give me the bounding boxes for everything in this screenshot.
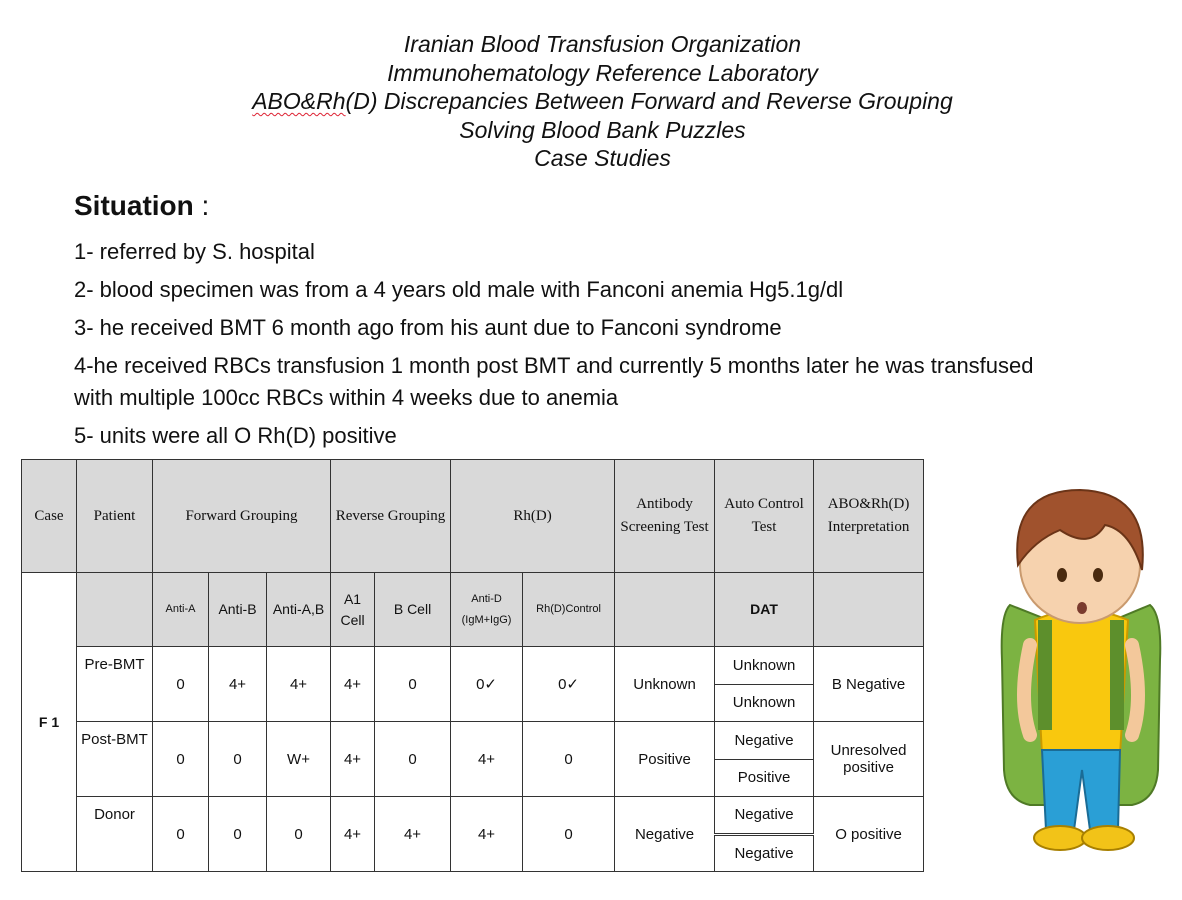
topic-title-rest: (D) Discrepancies Between Forward and Reverse Grouping	[345, 88, 953, 115]
col-header-forward-grouping: Forward Grouping	[153, 460, 331, 573]
cell-anti-b: 4+	[209, 647, 267, 722]
situation-colon: :	[193, 190, 210, 221]
cell-rh-control: 0	[523, 722, 615, 797]
cell-anti-ab: 0	[267, 797, 331, 872]
cell-antibody: Positive	[615, 722, 715, 797]
cell-b: 0	[375, 647, 451, 722]
sad-boy-with-backpack-illustration	[990, 470, 1170, 860]
col-header-reverse-grouping: Reverse Grouping	[331, 460, 451, 573]
cell-rh-control: 0	[523, 797, 615, 872]
cell-a1: 4+	[331, 797, 375, 872]
situation-item-1: 1- referred by S. hospital	[74, 239, 315, 264]
cell-antibody: Unknown	[615, 647, 715, 722]
col-header-patient: Patient	[77, 460, 153, 573]
cell-anti-d: 0✓	[451, 647, 523, 722]
cell-anti-b: 0	[209, 722, 267, 797]
subheader-anti-a: Anti-A	[153, 573, 209, 647]
cell-interpretation: O positive	[814, 797, 924, 872]
patient-label-post-bmt: Post-BMT	[77, 722, 153, 797]
situation-item-5: 5- units were all O Rh(D) positive	[74, 423, 397, 448]
col-header-auto-control: Auto Control Test	[715, 460, 814, 573]
case-studies-label: Case Studies	[534, 145, 671, 172]
cell-auto-1: Negative	[715, 797, 814, 835]
cell-anti-ab: W+	[267, 722, 331, 797]
cell-anti-a: 0	[153, 797, 209, 872]
col-header-case: Case	[22, 460, 77, 573]
cell-auto-2: Unknown	[715, 684, 814, 722]
col-header-interpretation: ABO&Rh(D) Interpretation	[814, 460, 924, 573]
situation-label: Situation	[74, 190, 194, 221]
patient-label-pre-bmt: Pre-BMT	[77, 647, 153, 722]
grouping-results-table	[21, 459, 924, 872]
cell-anti-d: 4+	[451, 797, 523, 872]
cell-auto-1: Unknown	[715, 647, 814, 685]
subheader-anti-b: Anti-B	[209, 573, 267, 647]
topic-title-abo: ABO&Rh	[252, 88, 346, 115]
org-name: Iranian Blood Transfusion Organization	[403, 31, 802, 57]
subtitle: Solving Blood Bank Puzzles	[459, 116, 746, 143]
table-subheader-row	[22, 573, 924, 647]
table-row-pre-bmt	[22, 647, 924, 685]
cell-a1: 4+	[331, 647, 375, 722]
cell-a1: 4+	[331, 722, 375, 797]
subheader-interp-empty	[814, 573, 924, 647]
cell-anti-ab: 4+	[267, 647, 331, 722]
col-header-antibody-screening: Antibody Screening Test	[615, 460, 715, 573]
cell-anti-b: 0	[209, 797, 267, 872]
col-header-rhd: Rh(D)	[451, 460, 615, 573]
situation-item-3: 3- he received BMT 6 month ago from his aunt due to Fanconi syndrome	[74, 315, 782, 340]
cell-auto-1: Negative	[715, 722, 814, 760]
topic-title	[0, 87, 1182, 116]
cell-anti-d: 4+	[451, 722, 523, 797]
subheader-anti-d: Anti-D (IgM+IgG)	[451, 573, 523, 647]
document-header	[0, 30, 1182, 173]
situation-list	[74, 236, 1034, 458]
subheader-anti-ab: Anti-A,B	[267, 573, 331, 647]
cell-anti-a: 0	[153, 722, 209, 797]
cell-b: 4+	[375, 797, 451, 872]
cell-interpretation: B Negative	[814, 647, 924, 722]
subheader-dat: DAT	[715, 573, 814, 647]
subheader-a1-cell: A1 Cell	[331, 573, 375, 647]
situation-item-4: 4-he received RBCs transfusion 1 month post BMT and currently 5 months later he was transfused with multiple 100cc RBCs within 4 weeks due to anemia	[74, 353, 1034, 410]
table-row-donor	[22, 797, 924, 835]
cell-interpretation: Unresolved positive	[814, 722, 924, 797]
case-id-cell: F 1	[22, 573, 77, 872]
subheader-patient-empty	[77, 573, 153, 647]
subheader-b-cell: B Cell	[375, 573, 451, 647]
cell-rh-control: 0✓	[523, 647, 615, 722]
cell-auto-2: Negative	[715, 834, 814, 872]
cell-antibody: Negative	[615, 797, 715, 872]
lab-name: Immunohematology Reference Laboratory	[387, 59, 818, 86]
cell-auto-2: Positive	[715, 759, 814, 797]
patient-label-donor: Donor	[77, 797, 153, 872]
cell-b: 0	[375, 722, 451, 797]
cell-anti-a: 0	[153, 647, 209, 722]
situation-heading	[74, 190, 209, 222]
subheader-antibody-empty	[615, 573, 715, 647]
subheader-rh-control: Rh(D)Control	[523, 573, 615, 647]
table-row-post-bmt	[22, 722, 924, 760]
situation-item-2: 2- blood specimen was from a 4 years old male with Fanconi anemia Hg5.1g/dl	[74, 277, 844, 302]
table-header-row	[22, 460, 924, 573]
